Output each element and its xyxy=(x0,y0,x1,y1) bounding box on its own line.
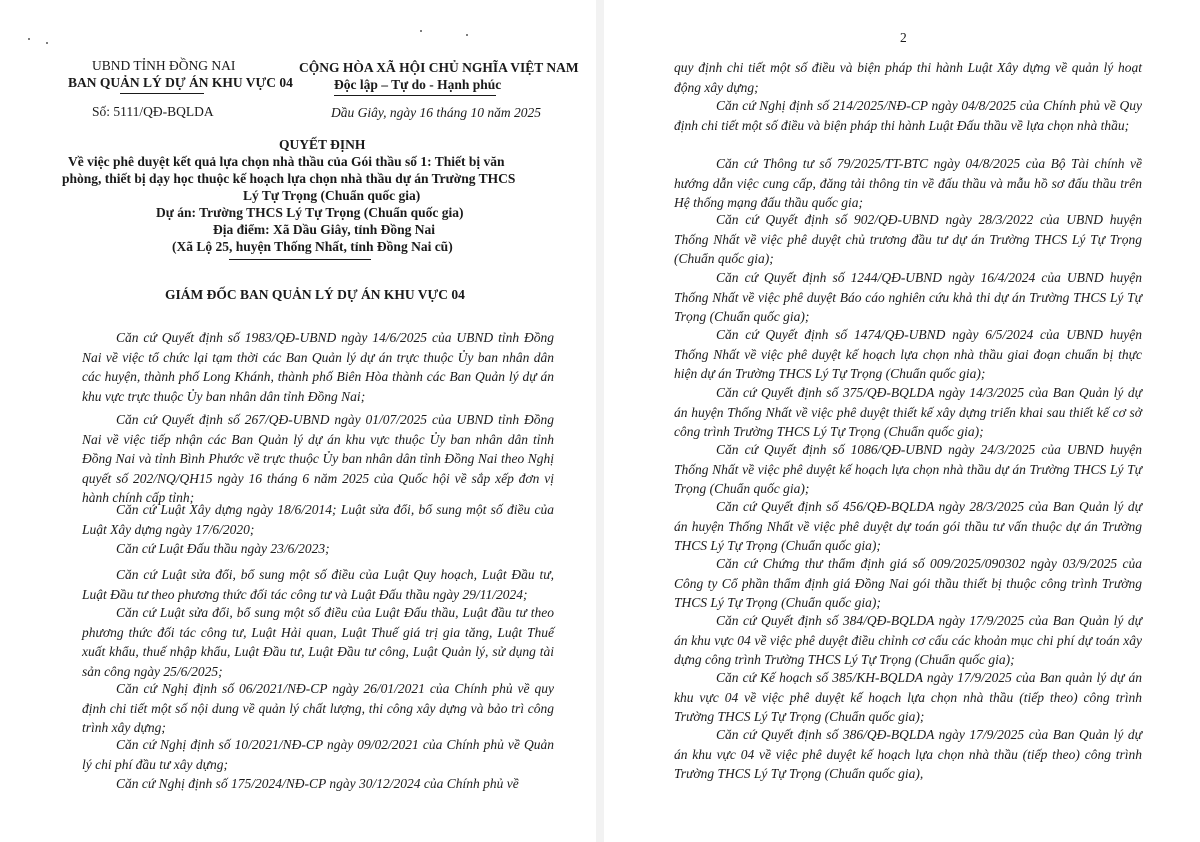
scan-speck xyxy=(28,38,30,40)
doc-number: Số: 5111/QĐ-BQLDA xyxy=(92,104,214,119)
body-paragraph: Căn cứ Quyết định số 902/QĐ-UBND ngày 28/3/2022 của UBND huyện Thống Nhất về việc phê duyệt chủ trương đầu tư dự án Trường THCS Lý Tự Trọng (Chuẩn quốc gia); xyxy=(674,212,1142,266)
body-paragraph: Căn cứ Nghị định số 06/2021/NĐ-CP ngày 26/01/2021 của Chính phủ về quy định chi tiết một số nội dung về quản lý chất lượng, thi công xây dựng và bảo trì công trình xây dựng; xyxy=(82,681,554,735)
body-paragraph: Căn cứ Chứng thư thẩm định giá số 009/2025/090302 ngày 03/9/2025 của Công ty Cổ phần thẩm định giá Đồng Nai gói thầu thiết bị thuộc công trình Trường THCS Lý Tự Trọng (Chuẩn quốc gia); xyxy=(674,556,1142,610)
location-line: Địa điểm: Xã Dầu Giây, tỉnh Đồng Nai xyxy=(213,222,436,237)
body-paragraph: Căn cứ Luật sửa đổi, bổ sung một số điều của Luật Quy hoạch, Luật Đầu tư, Luật Đầu tư theo phương thức đối tác công tư và Luật Đấu thầu ngày 29/11/2024; xyxy=(82,567,554,602)
scan-speck xyxy=(466,34,468,36)
motto-top: CỘNG HÒA XÃ HỘI CHỦ NGHĨA VIỆT NAM xyxy=(299,60,579,75)
body-paragraph: Căn cứ Kế hoạch số 385/KH-BQLDA ngày 17/9/2025 của Ban quản lý dự án khu vực 04 về việc phê duyệt kế hoạch lựa chọn nhà thầu (tiếp theo) công trình Trường THCS Lý Tự Trọng (Chuẩn quốc gia); xyxy=(674,670,1142,724)
subject-line-3: Lý Tự Trọng (Chuẩn quốc gia) xyxy=(243,188,421,203)
body-paragraph: Căn cứ Quyết định số 1086/QĐ-UBND ngày 24/3/2025 của UBND huyện Thống Nhất về việc phê duyệt kế hoạch lựa chọn nhà thầu dự án Trường THCS Lý Tự Trọng (Chuẩn quốc gia); xyxy=(674,442,1142,496)
body-paragraph: Căn cứ Nghị định số 175/2024/NĐ-CP ngày 30/12/2024 của Chính phủ về xyxy=(116,776,519,791)
motto-underline xyxy=(334,95,496,96)
authority-heading: GIÁM ĐỐC BAN QUẢN LÝ DỰ ÁN KHU VỰC 04 xyxy=(165,287,465,302)
project-line: Dự án: Trường THCS Lý Tự Trọng (Chuẩn quốc gia) xyxy=(156,205,464,220)
body-paragraph: Căn cứ Quyết định số 384/QĐ-BQLDA ngày 17/9/2025 của Ban Quản lý dự án khu vực 04 về việc phê duyệt điều chỉnh cơ cấu các khoản mục chi phí dự toán xây dựng công trình Trường THCS Lý Tự Trọng (Chuẩn quốc gia); xyxy=(674,613,1142,667)
decision-title: QUYẾT ĐỊNH xyxy=(279,137,366,152)
motto-sub: Độc lập – Tự do - Hạnh phúc xyxy=(334,77,502,92)
agency-main: BAN QUẢN LÝ DỰ ÁN KHU VỰC 04 xyxy=(68,75,293,90)
body-paragraph: Căn cứ Quyết định số 386/QĐ-BQLDA ngày 17/9/2025 của Ban Quản lý dự án khu vực 04 về việc phê duyệt kế hoạch lựa chọn nhà thầu (tiếp theo) công trình Trường THCS Lý Tự Trọng (Chuẩn quốc gia), xyxy=(674,727,1142,781)
document-page-2 xyxy=(604,0,1200,842)
body-paragraph: Căn cứ Thông tư số 79/2025/TT-BTC ngày 04/8/2025 của Bộ Tài chính về hướng dẫn việc cung cấp, đăng tải thông tin về đấu thầu và mẫu hồ sơ đấu thầu trên Hệ thống mạng đấu thầu quốc gia; xyxy=(674,156,1142,210)
scan-speck xyxy=(46,42,48,44)
body-paragraph: Căn cứ Quyết định số 456/QĐ-BQLDA ngày 28/3/2025 của Ban Quản lý dự án huyện Thống Nhất về việc phê duyệt dự toán gói thầu tư vấn thuộc dự án Trường THCS Lý Tự Trọng (Chuẩn quốc gia); xyxy=(674,499,1142,553)
body-paragraph: Căn cứ Quyết định số 1474/QĐ-UBND ngày 6/5/2024 của UBND huyện Thống Nhất về việc phê duyệt kế hoạch lựa chọn nhà thầu giai đoạn chuẩn bị thực hiện dự án Trường THCS Lý Tự Trọng (Chuẩn quốc gia); xyxy=(674,327,1142,381)
body-paragraph: Căn cứ Quyết định số 267/QĐ-UBND ngày 01/07/2025 của UBND tỉnh Đồng Nai về việc tiếp nhận các Ban Quản lý dự án khu vực thuộc Ủy ban nhân dân tỉnh Đồng Nai và tỉnh Bình Phước về trực thuộc Ủy ban nhân dân tỉnh Đồng Nai theo Nghị quyết số 202/NQ/QH15 ngày 16 tháng 6 năm 2025 của Quốc hội về sắp xếp đơn vị hành chính cấp tỉnh; xyxy=(82,412,554,505)
body-paragraph: Căn cứ Luật Xây dựng ngày 18/6/2014; Luật sửa đổi, bổ sung một số điều của Luật Xây dựng ngày 17/6/2020; xyxy=(82,502,554,537)
scan-speck xyxy=(420,30,422,32)
subject-line-1: Về việc phê duyệt kết quả lựa chọn nhà thầu của Gói thầu số 1: Thiết bị văn xyxy=(68,154,505,169)
body-paragraph: quy định chi tiết một số điều và biện pháp thi hành Luật Xây dựng về quản lý hoạt động xây dựng; xyxy=(674,60,1142,95)
body-paragraph: Căn cứ Nghị định số 214/2025/NĐ-CP ngày 04/8/2025 của Chính phủ về Quy định chi tiết một số điều và biện pháp thi hành Luật Đấu thầu về lựa chọn nhà thầu; xyxy=(674,98,1142,133)
title-underline xyxy=(229,259,371,260)
body-paragraph: Căn cứ Nghị định số 10/2021/NĐ-CP ngày 09/02/2021 của Chính phủ về Quản lý chi phí đầu tư xây dựng; xyxy=(82,737,554,772)
subject-line-2: phòng, thiết bị dạy học thuộc kế hoạch lựa chọn nhà thầu dự án Trường THCS xyxy=(62,171,516,186)
page-number: 2 xyxy=(900,30,907,45)
body-paragraph: Căn cứ Quyết định số 1244/QĐ-UBND ngày 16/4/2024 của UBND huyện Thống Nhất về việc phê duyệt Báo cáo nghiên cứu khả thi dự án Trường THCS Lý Tự Trọng (Chuẩn quốc gia); xyxy=(674,270,1142,324)
document-page-1 xyxy=(0,0,596,842)
place-date: Dầu Giây, ngày 16 tháng 10 năm 2025 xyxy=(331,105,541,120)
body-paragraph: Căn cứ Luật sửa đổi, bổ sung một số điều của Luật Đấu thầu, Luật đầu tư theo phương thức đối tác công tư, Luật Hải quan, Luật Thuế giá trị gia tăng, Luật Thuế xuất khẩu, thuế nhập khẩu, Luật Đầu tư, Luật Đầu tư công, Luật Quản lý, sử dụng tài sản công ngày 25/6/2025; xyxy=(82,605,554,679)
body-paragraph: Căn cứ Quyết định số 375/QĐ-BQLDA ngày 14/3/2025 của Ban Quản lý dự án huyện Thống Nhất về việc phê duyệt thiết kế xây dựng triển khai sau thiết kế cơ sở công trình Trường THCS Lý Tự Trọng (Chuẩn quốc gia); xyxy=(674,385,1142,439)
agency-top: UBND TỈNH ĐỒNG NAI xyxy=(92,58,236,73)
body-paragraph: Căn cứ Luật Đấu thầu ngày 23/6/2023; xyxy=(116,541,330,556)
body-paragraph: Căn cứ Quyết định số 1983/QĐ-UBND ngày 14/6/2025 của UBND tỉnh Đồng Nai về việc tổ chức lại tạm thời các Ban Quản lý dự án trực thuộc Ủy ban nhân dân các huyện, thành phố Long Khánh, thành phố Biên Hòa thành các Ban Quản lý dự án khu vực trực thuộc Ủy ban nhân dân tỉnh Đồng Nai; xyxy=(82,330,554,404)
agency-underline xyxy=(120,93,204,94)
location-old-line: (Xã Lộ 25, huyện Thống Nhất, tỉnh Đồng Nai cũ) xyxy=(172,239,453,254)
